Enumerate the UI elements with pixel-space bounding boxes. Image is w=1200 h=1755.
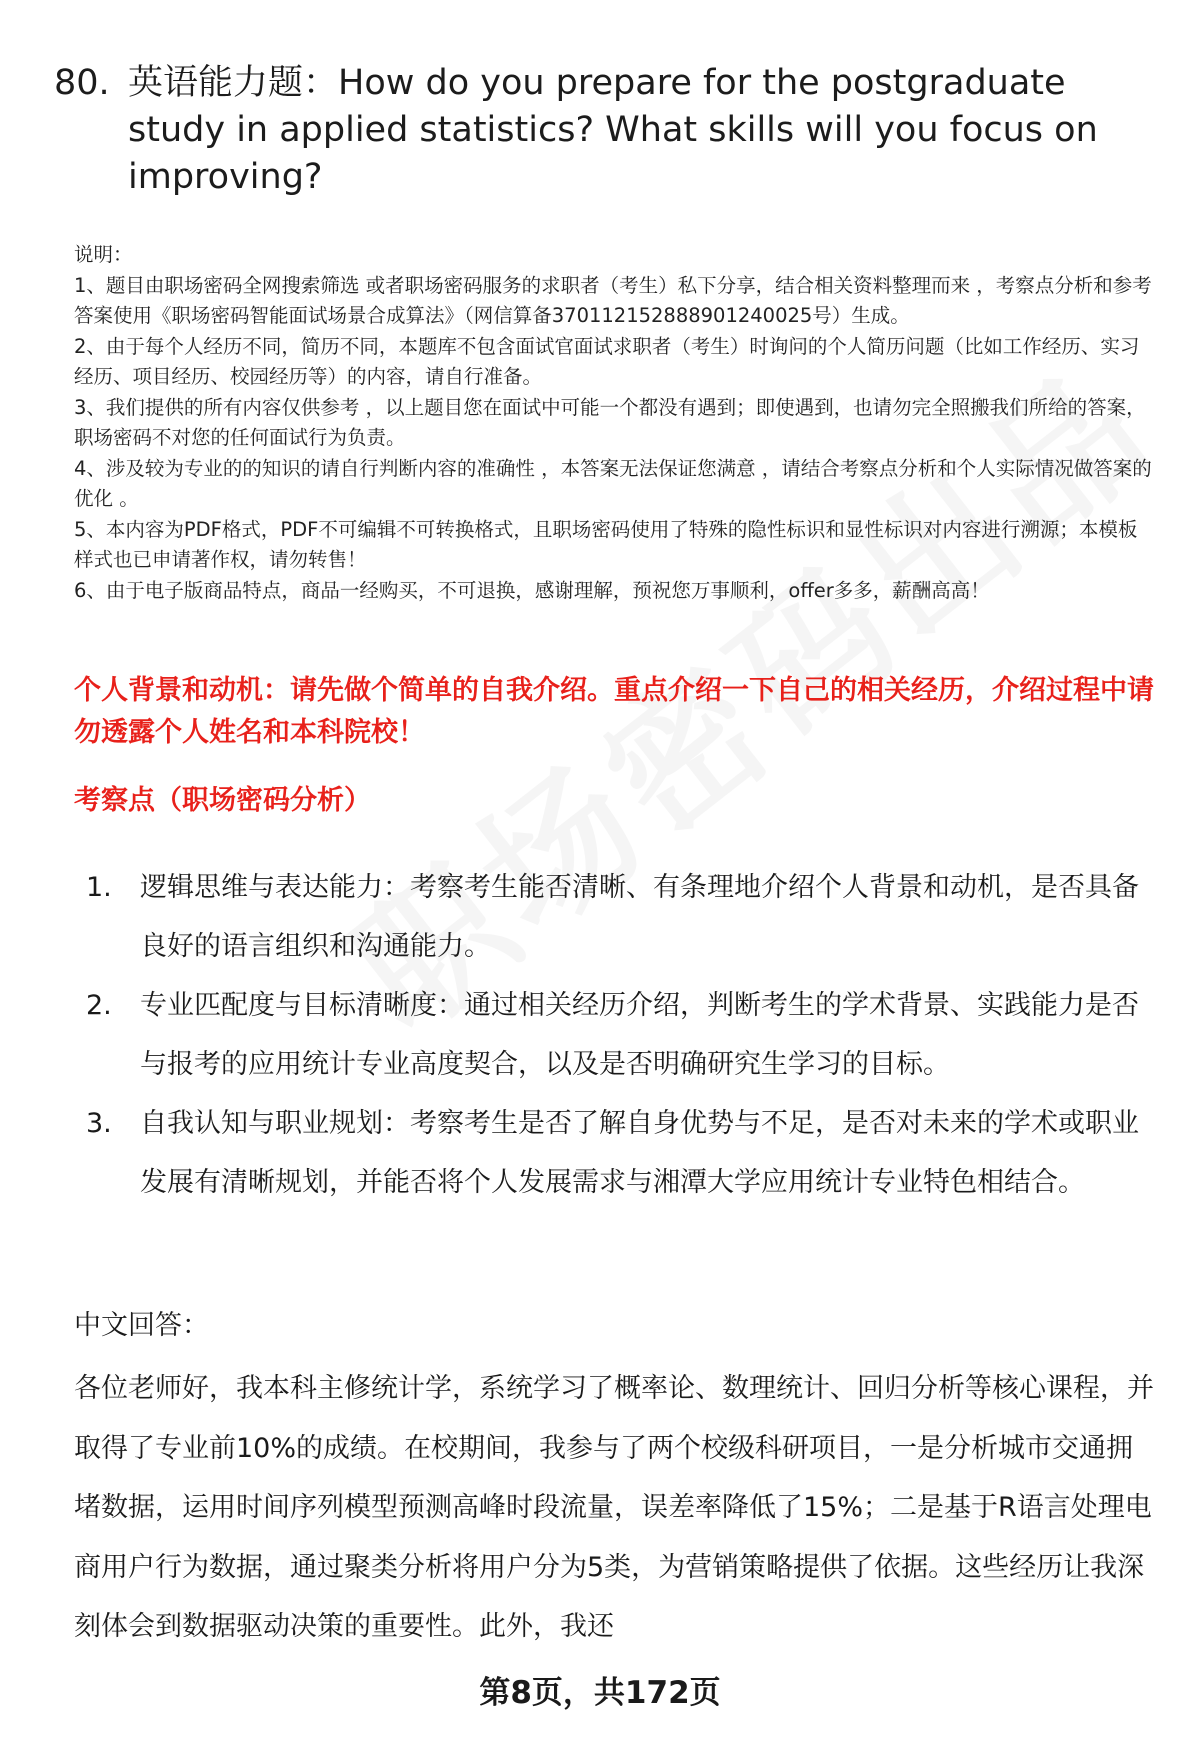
point-number: 2. bbox=[86, 990, 112, 1021]
note-item: 4、涉及较为专业的的知识的请自行判断内容的准确性 ，本答案无法保证您满意 ，请结合考察点分析和个人实际情况做答案的优化 。 bbox=[74, 456, 1152, 510]
page-footer: 第8页，共172页 bbox=[479, 1675, 721, 1711]
point-text: 自我认知与职业规划：考察考生是否了解自身优势与不足，是否对未来的学术或职业发展有清晰规划，并能否将个人发展需求与湘潭大学应用统计专业特色相结合。 bbox=[140, 1108, 1139, 1198]
notes-title: 说明： bbox=[74, 243, 133, 266]
list-item bbox=[74, 976, 1154, 1094]
point-text: 专业匹配度与目标清晰度：通过相关经历介绍，判断考生的学术背景、实践能力是否与报考的应用统计专业高度契合，以及是否明确研究生学习的目标。 bbox=[140, 990, 1139, 1080]
points-heading: 考察点（职场密码分析） bbox=[74, 785, 371, 816]
point-number: 3. bbox=[86, 1108, 112, 1139]
question-title bbox=[54, 60, 1164, 201]
points-list bbox=[74, 858, 1154, 1212]
answer-label: 中文回答： bbox=[74, 1310, 209, 1341]
list-item bbox=[74, 858, 1154, 976]
note-item: 1、题目由职场密码全网搜索筛选 或者职场密码服务的求职者（考生）私下分享，结合相关资料整理而来 ，考察点分析和参考答案使用《职场密码智能面试场景合成算法》（网信算备370112152888901240025号）生成。 bbox=[74, 273, 1152, 327]
background-heading: 个人背景和动机：请先做个简单的自我介绍。重点介绍一下自己的相关经历，介绍过程中请勿透露个人姓名和本科院校！ bbox=[74, 675, 1154, 748]
answer-text: 各位老师好，我本科主修统计学，系统学习了概率论、数理统计、回归分析等核心课程，并取得了专业前10%的成绩。在校期间，我参与了两个校级科研项目，一是分析城市交通拥堵数据，运用时间序列模型预测高峰时段流量，误差率降低了15%；二是基于R语言处理电商用户行为数据，通过聚类分析将用户分为5类，为营销策略提供了依据。这些经历让我深刻体会到数据驱动决策的重要性。此外，我还 bbox=[74, 1373, 1154, 1642]
note-item: 5、本内容为PDF格式，PDF不可编辑不可转换格式，且职场密码使用了特殊的隐性标识和显性标识对内容进行溯源；本模板样式也已申请著作权，请勿转售！ bbox=[74, 517, 1138, 571]
point-text: 逻辑思维与表达能力：考察考生能否清晰、有条理地介绍个人背景和动机，是否具备良好的语言组织和沟通能力。 bbox=[140, 872, 1139, 962]
note-item: 3、我们提供的所有内容仅供参考 ，以上题目您在面试中可能一个都没有遇到；即使遇到，也请勿完全照搬我们所给的答案，职场密码不对您的任何面试行为负责。 bbox=[74, 395, 1146, 449]
notes-section bbox=[74, 240, 1154, 606]
question-text: 英语能力题：How do you prepare for the postgraduate study in applied statistics? What skills will you focus on improving? bbox=[128, 63, 1098, 197]
list-item bbox=[74, 1094, 1154, 1212]
question-number: 80. bbox=[54, 63, 110, 103]
note-item: 2、由于每个人经历不同，简历不同，本题库不包含面试官面试求职者（考生）时询问的个人简历问题（比如工作经历、实习经历、项目经历、校园经历等）的内容，请自行准备。 bbox=[74, 334, 1140, 388]
point-number: 1. bbox=[86, 872, 112, 903]
note-item: 6、由于电子版商品特点，商品一经购买，不可退换，感谢理解，预祝您万事顺利，offer多多，薪酬高高！ bbox=[74, 578, 990, 602]
